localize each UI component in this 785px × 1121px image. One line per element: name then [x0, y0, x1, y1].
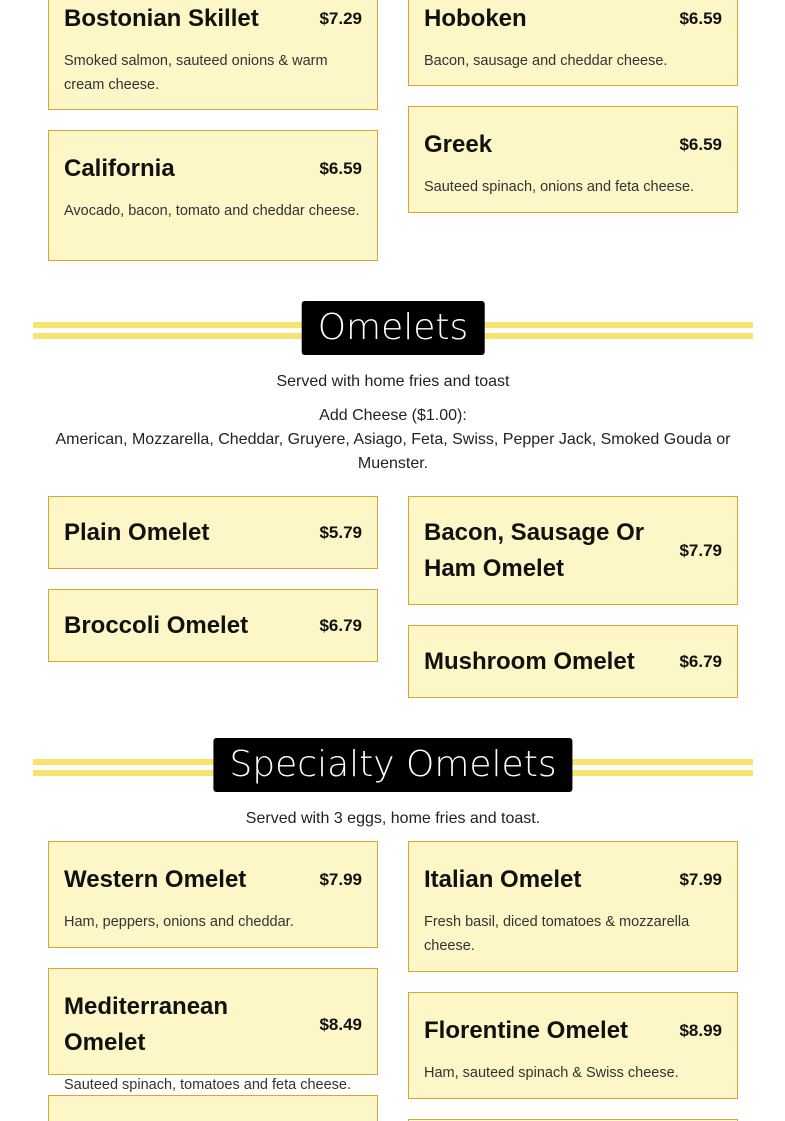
item-name: Italian Omelet — [424, 866, 582, 893]
section-header-omelets — [33, 300, 753, 360]
item-description: Sauteed spinach, onions and feta cheese. — [424, 179, 695, 195]
item-price: $7.79 — [679, 540, 722, 560]
section-title: Specialty Omelets — [213, 738, 572, 792]
item-name: California — [64, 155, 175, 182]
menu-item-card — [48, 841, 378, 948]
item-name: Plain Omelet — [64, 518, 210, 546]
menu-item-card — [48, 496, 378, 569]
item-name: Bostonian Skillet — [64, 5, 259, 32]
menu-item-card — [408, 841, 738, 972]
item-price: $6.59 — [679, 135, 722, 154]
item-price: $8.99 — [679, 1021, 722, 1040]
item-price: $6.79 — [679, 651, 722, 671]
menu-item-card — [48, 589, 378, 662]
menu-item-card — [48, 0, 378, 110]
item-description: Avocado, bacon, tomato and cheddar cheese. — [64, 203, 360, 219]
item-name: Mushroom Omelet — [424, 647, 635, 675]
menu-item-card — [48, 130, 378, 261]
item-description: Ham, sauteed spinach & Swiss cheese. — [424, 1065, 679, 1081]
item-description: Bacon, sausage and cheddar cheese. — [424, 53, 668, 69]
item-description: Sauteed spinach, tomatoes and feta cheese. — [64, 1077, 351, 1093]
item-name: Western Omelet — [64, 866, 247, 893]
item-name: Florentine Omelet — [424, 1017, 629, 1044]
item-name: Bacon, Sausage Or Ham Omelet — [424, 518, 645, 582]
item-name: Broccoli Omelet — [64, 611, 249, 639]
section-note: Served with home fries and toast — [276, 373, 510, 390]
section-title: Omelets — [302, 301, 485, 355]
item-description: Ham, peppers, onions and cheddar. — [64, 914, 294, 930]
section-header-specialty-omelets — [33, 737, 753, 797]
menu-item-card — [408, 992, 738, 1099]
item-name: Greek — [424, 131, 493, 158]
menu-item-card-partial — [48, 1095, 378, 1121]
menu-item-card — [408, 496, 738, 605]
item-price: $7.29 — [319, 9, 362, 28]
item-price: $6.79 — [319, 615, 362, 635]
item-price: $8.49 — [319, 1015, 362, 1034]
cheese-options: American, Mozzarella, Cheddar, Gruyere, Asiago, Feta, Swiss, Pepper Jack, Smoked Gouda or Muenster. — [55, 431, 731, 472]
item-description: Fresh basil, diced tomatoes & mozzarella cheese. — [424, 914, 690, 954]
item-price: $5.79 — [319, 522, 362, 542]
item-price: $6.59 — [319, 159, 362, 178]
item-name: Hoboken — [424, 5, 527, 32]
item-name: Mediterranean Omelet — [64, 993, 229, 1056]
item-price: $7.99 — [679, 870, 722, 889]
menu-item-card — [408, 625, 738, 698]
item-price: $7.99 — [319, 870, 362, 889]
cheese-label: Add Cheese ($1.00): — [319, 407, 467, 424]
menu-item-card — [48, 968, 378, 1093]
section-note: Served with 3 eggs, home fries and toast. — [245, 810, 541, 827]
menu-item-card — [408, 106, 738, 213]
item-description: Smoked salmon, sauteed onions & warm cream cheese. — [64, 53, 328, 93]
menu-item-card — [408, 0, 738, 86]
item-price: $6.59 — [679, 9, 722, 28]
